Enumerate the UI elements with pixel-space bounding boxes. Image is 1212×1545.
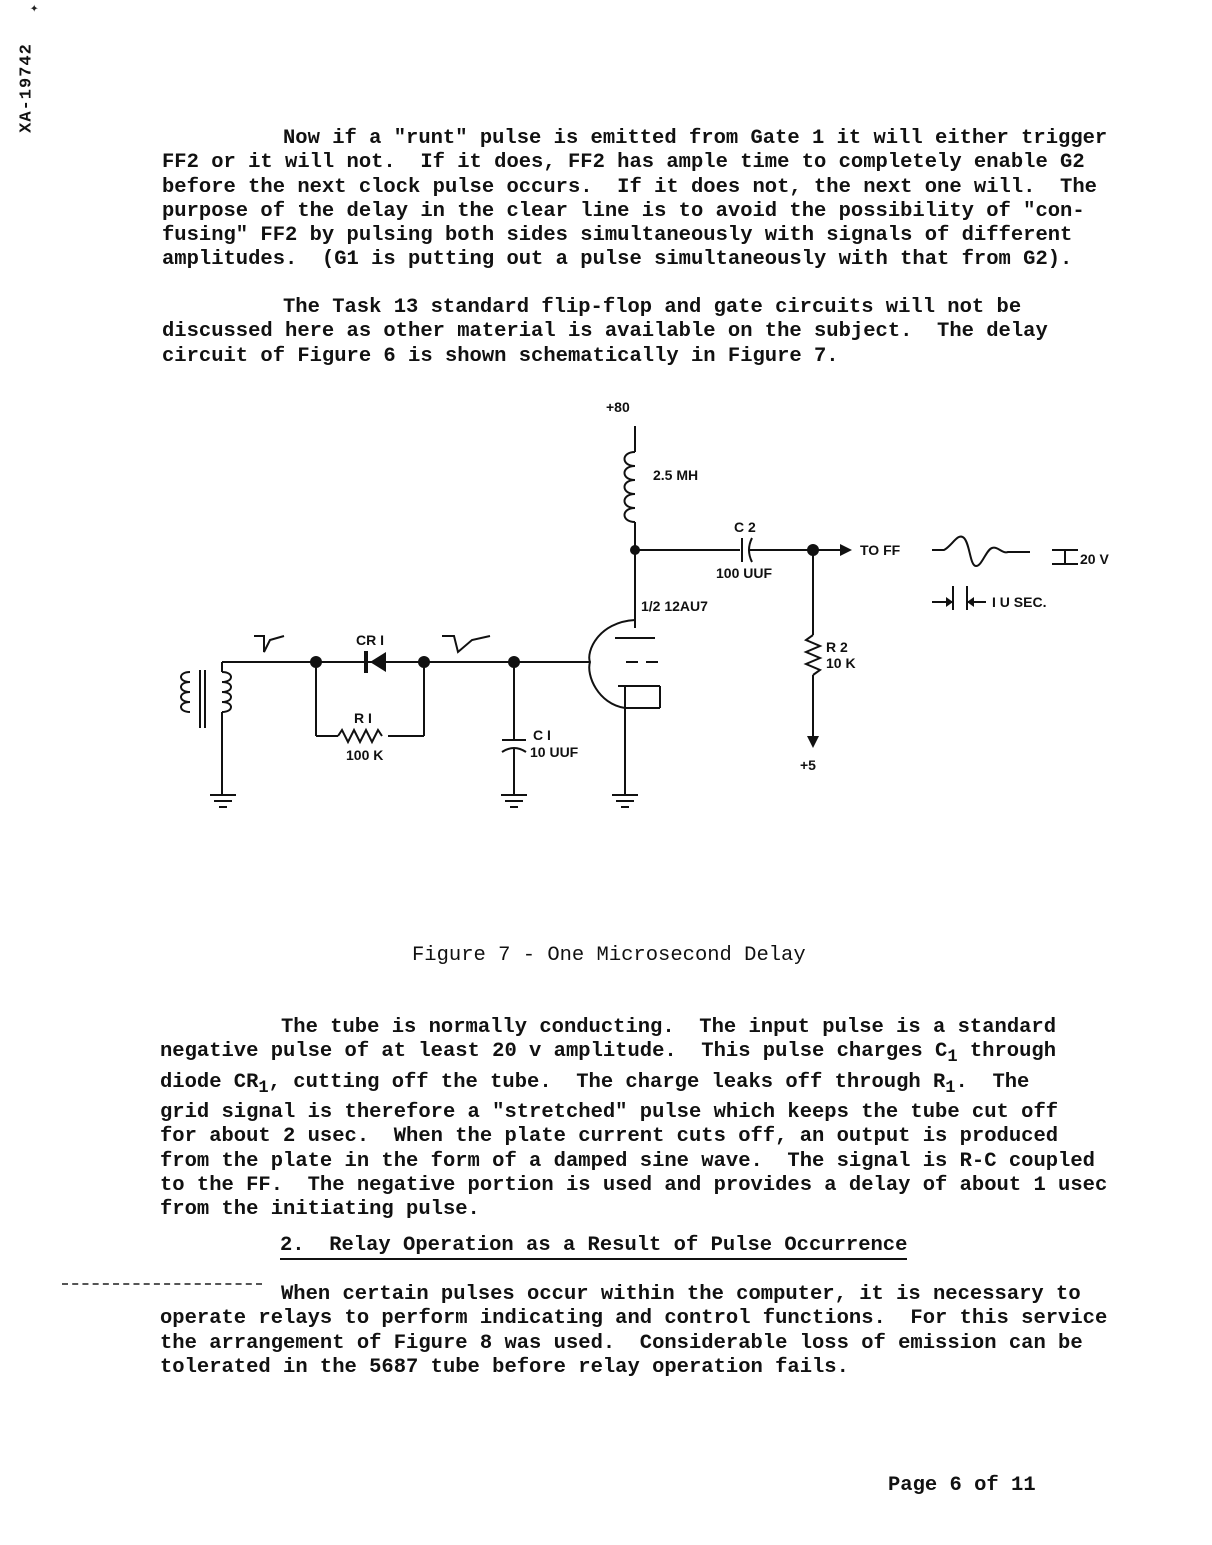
r1-name: R I	[354, 710, 372, 726]
paragraph-relay: When certain pulses occur within the computer, it is necessary to operate relays to perform indicating and control functions. For this service the arrangement of Figure 8 was used. Considerable loss of emission can be tolerated in the 5687 tube before relay operation fails.	[160, 1283, 1108, 1379]
section-heading: 2. Relay Operation as a Result of Pulse Occurrence	[280, 1234, 907, 1260]
paragraph-task13: The Task 13 standard flip-flop and gate circuits will not be discussed here as other material is available on the subject. The delay circuit of Figure 6 is shown schematically in Figure 7.	[162, 296, 1048, 368]
transformer-secondary	[222, 672, 231, 712]
choke-label: 2.5 MH	[653, 467, 699, 483]
paragraph-runt-pulse: Now if a "runt" pulse is emitted from Gate 1 it will either trigger FF2 or it will not. If it does, FF2 has ample time to completely enable G2 before the next clock pulse occurs. If it does not, the next one will. The purpose of the delay in the clear line is to avoid the possibility of "con- fusing" FF2 by pulsing both sides simultaneously with signals of different amplitudes. (G1 is putting out a pulse simultaneously with that from G2).	[162, 127, 1108, 272]
document-code: XA-19742	[17, 43, 37, 133]
delay-circuit-schematic	[150, 390, 1140, 820]
bias-label: +5	[800, 757, 816, 773]
r2-name: R 2	[826, 639, 848, 655]
figure-caption: Figure 7 - One Microsecond Delay	[412, 944, 806, 967]
transformer-primary	[181, 672, 190, 712]
c2-name: C 2	[734, 519, 756, 535]
choke-inductor	[625, 452, 636, 522]
vacuum-tube	[589, 620, 635, 708]
r1-resistor	[338, 730, 382, 742]
cr1-diode	[370, 652, 386, 672]
paragraph-tube-operation: The tube is normally conducting. The input pulse is a standard negative pulse of at least 20 v amplitude. This pulse charges $C_1$ through diode $CR_1$, cutting off the tube. The charge leaks off through $R_1$. The grid signal is therefore a "stretched" pulse which keeps the tube cut off for about 2 usec. When the plate current cuts off, an output is produced from the plate in the form of a damped sine wave. The signal is R-C coupled to the FF. The negative portion is used and provides a delay of about 1 usec from the initiating pulse.	[160, 1016, 1108, 1222]
tube-label: 1/2 12AU7	[641, 598, 708, 614]
cr1-label: CR I	[356, 632, 384, 648]
corner-mark: ✦	[30, 1, 39, 17]
supply-label: +80	[606, 399, 630, 415]
output-label: TO FF	[860, 542, 901, 558]
r2-resistor	[806, 635, 820, 675]
page-number: Page 6 of 11	[888, 1474, 1036, 1497]
damped-sine-waveform	[932, 537, 1030, 566]
r1-value: 100 K	[346, 747, 384, 763]
c1-value: 10 UUF	[530, 744, 579, 760]
c1-name: C I	[533, 727, 551, 743]
r2-value: 10 K	[826, 655, 856, 671]
amplitude-label: 20 V	[1080, 551, 1109, 567]
period-label: I U SEC.	[992, 594, 1047, 610]
c2-value: 100 UUF	[716, 565, 773, 581]
